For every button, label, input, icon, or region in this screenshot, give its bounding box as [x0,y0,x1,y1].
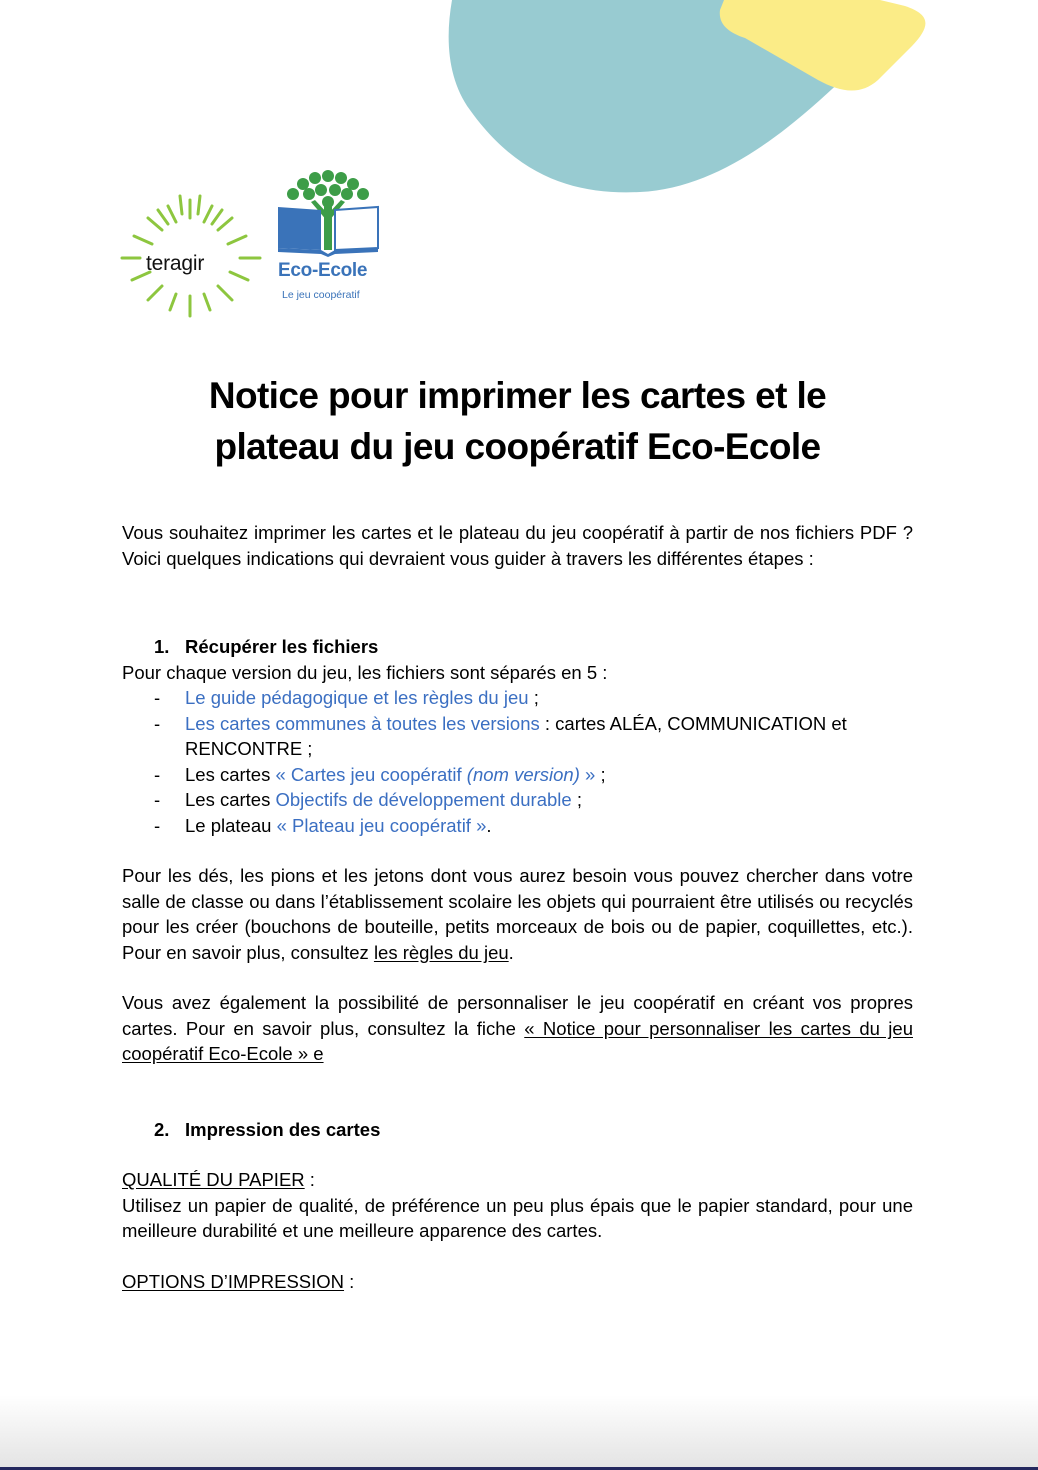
logos-area [118,162,388,322]
dash-bullet: - [154,814,161,836]
paper-quality-label [122,1167,913,1193]
common-cards-link[interactable]: Les cartes communes à toutes les versions [185,712,540,734]
section-2-title: Impression des cartes [185,1118,381,1140]
section-1-lead: Pour chaque version du jeu, les fichiers sont séparés en 5 : [122,661,608,683]
dash-bullet: - [154,712,161,734]
item-suffix: : cartes ALÉA, COMMUNICATION et RENCONTRE ; [185,712,847,759]
teragir-logo-text: teragir [146,252,205,275]
list-item [122,685,913,711]
item-suffix: . [486,814,492,836]
page-title [122,370,913,472]
eco-ecole-logo-subtitle: Le jeu coopératif [282,289,360,301]
section-1-number: 1. [154,636,170,657]
list-item [122,711,913,762]
customize-paragraph [122,990,913,1067]
board-link[interactable]: « Plateau jeu coopératif » [276,814,487,836]
list-item [122,813,913,839]
label-colon: : [344,1270,355,1292]
item-suffix: ; [595,763,606,785]
paper-quality-text: Utilisez un papier de qualité, de préférence un peu plus épais que le papier standard, pour une meilleure durabilité et une meilleure apparence des cartes. [122,1194,913,1241]
customize-notice-link[interactable]: « Notice pour personnaliser les cartes du jeu coopératif Eco-Ecole » e [122,1017,913,1064]
item-prefix: Les cartes [185,789,276,810]
dash-bullet: - [154,763,161,785]
print-options-label [122,1269,913,1295]
pieces-paragraph [122,863,913,965]
rules-link[interactable]: les règles du jeu [373,941,509,963]
eco-ecole-logo-title: Eco-Ecole [278,260,368,281]
title-line-1: Notice pour imprimer les cartes et le [208,375,827,416]
intro-paragraph: Vous souhaitez imprimer les cartes et le plateau du jeu coopératif à partir de nos fichiers PDF ? Voici quelques indications qui devraient vous guider à travers les différentes étapes : [122,522,913,569]
section-1-title: Récupérer les fichiers [185,636,379,657]
paper-quality-heading: QUALITÉ DU PAPIER [122,1169,305,1190]
list-item [122,787,913,813]
version-cards-link[interactable] [276,764,596,785]
section-2-number: 2. [154,1118,170,1140]
item-prefix: Le plateau [185,814,277,836]
odd-cards-link[interactable]: Objectifs de développement durable [275,789,572,810]
item-suffix: ; [571,789,582,810]
section-1-heading [154,634,913,660]
guide-link[interactable]: Le guide pédagogique et les règles du jeu [185,687,529,708]
dash-bullet: - [154,789,161,810]
page-bottom-shade [0,1395,1038,1467]
list-item [122,762,913,788]
paragraph-text: Vous avez également la possibilité de personnaliser le jeu coopératif en créant vos propres cartes. Pour en savoir plus, consultez la fiche [122,992,913,1039]
dash-bullet: - [154,687,161,708]
title-line-2: plateau du jeu coopératif Eco-Ecole [214,426,821,467]
label-colon: : [304,1169,315,1190]
link-text: « Cartes jeu coopératif [275,763,467,785]
document-body [122,520,913,1294]
paragraph-text: Pour les dés, les pions et les jetons dont vous aurez besoin vous pouvez chercher dans votre salle de classe ou dans l’établissement scolaire les objets qui pourraient être utilisés ou recyclés pour les créer (bouchons de bouteille, petits morceaux de bois ou de papier, coquillettes, etc.). Pour en savoir plus, consultez [122,865,913,963]
link-end-text: » [579,763,596,785]
section-2-heading [154,1117,913,1143]
paragraph-end: . [508,941,514,963]
item-suffix: ; [528,687,539,708]
item-prefix: Les cartes [185,763,276,785]
link-italic-text: (nom version) [466,763,580,785]
print-options-heading: OPTIONS D’IMPRESSION [122,1270,345,1292]
files-list [122,685,913,838]
